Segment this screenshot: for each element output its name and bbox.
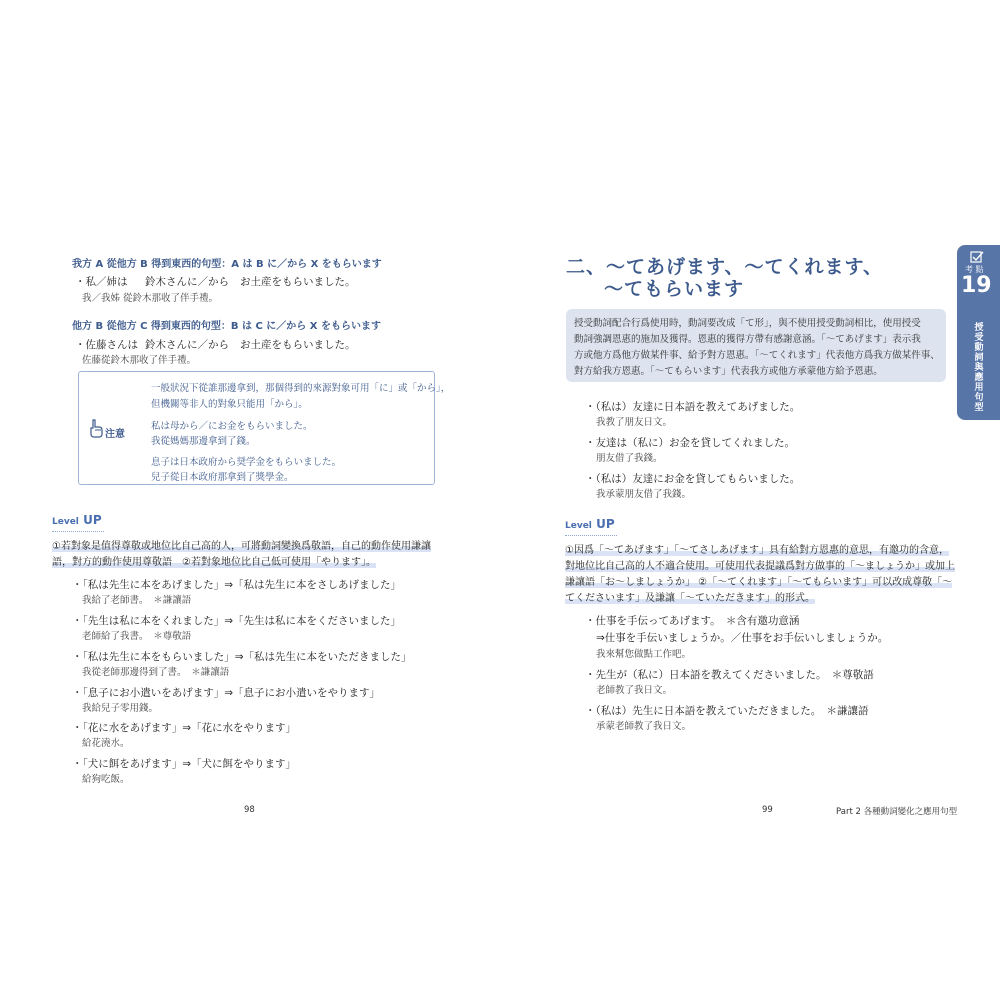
right-example-4-jp-2: ⇒仕事を手伝いましょうか。／仕事をお手伝いしましょうか。 xyxy=(596,632,889,644)
section-heading-line-1: 二、～てあげます、～てくれます、 xyxy=(566,256,883,278)
right-example-6-zh: 承蒙老師教了我日文。 xyxy=(596,721,692,732)
right-example-4-zh: 我來幫您做點工作吧。 xyxy=(596,649,692,660)
example-a-zh: 我／我姊 從鈴木那收了伴手禮。 xyxy=(82,293,219,304)
right-levelup-title: Level UP xyxy=(565,517,615,531)
levelup-title: Level UP xyxy=(52,513,102,527)
checkbox-icon xyxy=(970,251,984,263)
tab-number: 19 xyxy=(961,273,992,298)
example-3-jp: ・ 「私は先生に本をもらいました」⇒「私は先生に本をいただきました」 xyxy=(72,649,412,664)
intro-line-1: 授受動詞配合行爲使用時，動詞要改成「て形」，與不使用授受動詞相比，使用授受 xyxy=(574,318,921,329)
right-example-5-zh: 老師教了我日文。 xyxy=(596,685,673,696)
example-a-jp-2: 鈴木さんに／から xyxy=(145,276,229,288)
example-a-jp-1: ・ 私／姉は xyxy=(75,274,128,289)
right-levelup-line-1: ①因爲「～てあげます」「～てさしあげます」具有給對方恩惠的意思，有邀功的含意， xyxy=(565,545,949,556)
page-number-left: 98 xyxy=(244,805,255,815)
example-b-jp-3: お土産をもらいました。 xyxy=(240,339,356,351)
example-5-jp: ・ 「花に水をあげます」⇒「花に水をやります」 xyxy=(72,720,296,735)
example-b-jp-1: ・ 佐藤さんは xyxy=(75,337,138,352)
right-example-3-jp: ・ （私は）友達にお金を貸してもらいました。 xyxy=(585,471,800,486)
note-line-6: 兒子從日本政府那拿到了獎學金。 xyxy=(151,472,294,483)
note-line-5: 息子は日本政府から奨学金をもらいました。 xyxy=(151,457,342,468)
note-line-3: 私は母から／にお金をもらいました。 xyxy=(151,421,313,432)
pointing-hand-icon xyxy=(87,418,105,438)
example-6-jp: ・ 「犬に餌をあげます」⇒「犬に餌をやります」 xyxy=(72,756,296,771)
note-line-4: 我從媽媽那邊拿到了錢。 xyxy=(151,436,256,447)
example-4-jp: ・ 「息子にお小遣いをあげます」⇒「息子にお小遣いをやります」 xyxy=(72,685,380,700)
right-levelup-line-2: 對地位比自己高的人不適合使用。可使用代表提議爲對方做事的「～ましょうか」或加上 xyxy=(565,561,955,572)
page-number-right: 99 xyxy=(762,805,773,815)
pattern-b: 他方 B 從他方 C 得到東西的句型：B は C に／から X をもらいます xyxy=(72,321,381,332)
intro-line-3: 方或他方爲他方做某件事、給予對方恩惠。「～てくれます」代表他方爲我方做某件事、 xyxy=(574,350,940,361)
example-b-jp-2: 鈴木さんに／から xyxy=(145,339,229,351)
right-levelup-line-3: 謙讓語「お～しましょうか」 ②「～てくれます」「～てもらいます」可以改成尊敬「～ xyxy=(565,577,953,588)
note-line-2: 但機關等非人的對象只能用「から」。 xyxy=(151,399,308,410)
intro-line-2: 動詞強調恩惠的施加及獲得。恩惠的獲得方帶有感謝意涵。「～てあげます」表示我 xyxy=(574,334,921,345)
example-3-zh: 我從老師那邊得到了書。 ＊謙讓語 xyxy=(82,667,230,678)
tab-vertical-title: 授受動詞與應用句型 xyxy=(974,323,984,413)
example-1-jp: ・ 「私は先生に本をあげました」⇒「私は先生に本をさしあげました」 xyxy=(72,577,401,592)
right-levelup-line-4: てくださいます」及謙讓「～ていただきます」的形式。 xyxy=(565,593,815,604)
example-b-zh: 佐藤從鈴木那收了伴手禮。 xyxy=(82,355,197,366)
example-a-jp-3: お土産をもらいました。 xyxy=(240,276,356,288)
right-example-6-jp: ・ （私は）先生に日本語を教えていただきました。 ＊謙讓語 xyxy=(585,703,869,718)
example-4-zh: 我給兒子零用錢。 xyxy=(82,703,159,714)
levelup-line-2: 語，對方的動作使用尊敬語 ②若對象地位比自己低可使用「やります」。 xyxy=(52,557,376,568)
right-levelup-rule xyxy=(565,535,617,536)
levelup-rule xyxy=(52,531,104,532)
footer-part-title: Part 2 各種動詞變化之應用句型 xyxy=(836,807,958,817)
example-6-zh: 給狗吃飯。 xyxy=(82,774,130,785)
levelup-line-1: ①若對象是值得尊敬或地位比自己高的人，可將動詞變換爲敬語，自己的動作使用謙讓 xyxy=(52,541,431,552)
example-2-zh: 老師給了我書。 ＊尊敬語 xyxy=(82,631,192,642)
section-heading-line-2: ～てもらいます xyxy=(604,278,745,300)
intro-box xyxy=(566,309,946,382)
right-example-5-jp: ・ 先生が（私に）日本語を教えてくださいました。 ＊尊敬語 xyxy=(585,667,874,682)
tab-label: 考 點 xyxy=(965,265,984,274)
right-example-3-zh: 我承蒙朋友借了我錢。 xyxy=(596,489,692,500)
chapter-tab xyxy=(957,245,1000,420)
right-example-4-jp: ・ 仕事を手伝ってあげます。 ＊含有邀功意涵 xyxy=(585,613,799,628)
intro-line-4: 對方給我方恩惠。「～てもらいます」代表我方或他方承蒙他方給予恩惠。 xyxy=(574,366,883,377)
example-5-zh: 給花澆水。 xyxy=(82,738,130,749)
right-example-1-jp: ・ （私は）友達に日本語を教えてあげました。 xyxy=(585,399,800,414)
note-line-1: 一般狀況下從誰那邊拿到，那個得到的來源對象可用「に」或「から」， xyxy=(151,383,451,394)
pattern-a: 我方 A 從他方 B 得到東西的句型：A は B に／から X をもらいます xyxy=(72,259,382,270)
right-example-2-jp: ・ 友達は（私に）お金を貸してくれました。 xyxy=(585,435,795,450)
right-example-1-zh: 我教了朋友日文。 xyxy=(596,417,673,428)
note-box xyxy=(78,371,451,485)
example-1-zh: 我給了老師書。 ＊謙讓語 xyxy=(82,595,192,606)
right-example-2-zh: 朋友借了我錢。 xyxy=(596,453,663,464)
note-label: 注意 xyxy=(105,429,125,440)
example-2-jp: ・ 「先生は私に本をくれました」⇒「先生は私に本をくださいました」 xyxy=(72,613,401,628)
